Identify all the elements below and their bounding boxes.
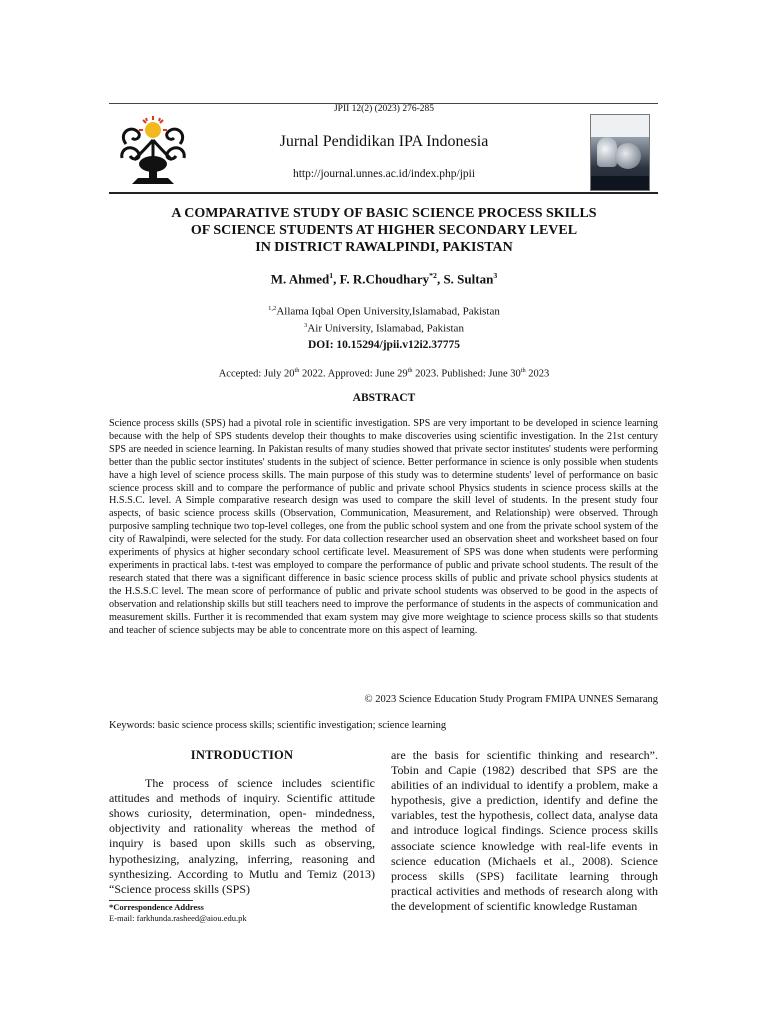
date-suffix: th xyxy=(294,367,300,374)
abstract-heading: ABSTRACT xyxy=(352,392,416,404)
author-list xyxy=(0,271,768,287)
affiliation-mark: 3 xyxy=(304,321,308,329)
affiliations xyxy=(0,302,768,335)
author-name: M. Ahmed xyxy=(270,271,330,287)
header-bottom-rule xyxy=(109,192,658,194)
date-suffix: th xyxy=(520,367,526,374)
journal-cover-icon xyxy=(590,114,650,191)
affiliation-line xyxy=(0,319,768,336)
published-year: 2023 xyxy=(525,368,550,380)
author-name: F. R.Choudhary xyxy=(339,271,430,287)
approved-date: 2022. Approved: June 29 xyxy=(299,368,408,380)
journal-title: Jurnal Pendidikan IPA Indonesia xyxy=(279,133,489,150)
doi[interactable]: DOI: 10.15294/jpii.v12i2.37775 xyxy=(307,339,461,351)
journal-url[interactable]: http://journal.unnes.ac.id/index.php/jpii xyxy=(292,168,476,180)
published-date: 2023. Published: June 30 xyxy=(412,368,521,380)
correspondence-email[interactable]: E-mail: farkhunda.rasheed@aiou.edu.pk xyxy=(109,912,247,923)
issue-citation: JPII 12(2) (2023) 276-285 xyxy=(333,104,434,114)
article-title-line: OF SCIENCE STUDENTS AT HIGHER SECONDARY LEVEL xyxy=(190,223,578,238)
body-paragraph: The process of science includes scientific attitudes and methods of inquiry. Scientific attitude shows curiosity, determination, open- mindedness, objectivity and rationality whereas the method of inquiry is based upon skills such as observing, hypothesizing, analyzing, inferring, reasoning and synthesizing. According to Mutlu and Temiz (2013) “Science process skills (SPS) xyxy=(109,776,375,896)
affiliation-text: Air University, Islamabad, Pakistan xyxy=(307,322,464,335)
author-affiliation-mark: 1 xyxy=(329,271,334,280)
article-title-line: IN DISTRICT RAWALPINDI, PAKISTAN xyxy=(255,240,513,255)
date-suffix: th xyxy=(407,367,413,374)
accepted-date: Accepted: July 20 xyxy=(218,368,295,380)
affiliation-line xyxy=(0,302,768,319)
publication-dates xyxy=(0,367,768,380)
author-separator: , xyxy=(436,271,444,287)
keywords: Keywords: basic science process skills; scientific investigation; science learning xyxy=(109,720,447,731)
author-name: S. Sultan xyxy=(443,271,494,287)
correspondence-label: *Correspondence Address xyxy=(109,902,204,912)
body-paragraph: are the basis for scientific thinking and research”. Tobin and Capie (1982) described that SPS are the abilities of an individual to identify a problem, make a hypothesis, give a prediction, identify and define the variables, test the hypothesis, collect data, analyse data and introduce logical findings. Science process skills associate science knowledge with real-life events in science education (Michaels et al., 2008). Science process skills (SPS) facilitate learning through practical activities and methods of research along with the development of scientific knowledge Rustaman xyxy=(391,748,658,913)
author-affiliation-mark: 3 xyxy=(493,271,498,280)
affiliation-text: Allama Iqbal Open University,Islamabad, Pakistan xyxy=(276,305,500,318)
body-right-column xyxy=(391,748,658,914)
correspondence-footnote xyxy=(109,902,375,923)
section-heading-introduction: INTRODUCTION xyxy=(190,748,294,762)
article-title xyxy=(0,205,768,256)
body-left-column xyxy=(109,748,375,897)
copyright-notice: © 2023 Science Education Study Program FMIPA UNNES Semarang xyxy=(364,694,658,705)
footnote-rule xyxy=(109,900,193,901)
affiliation-mark: 1,2 xyxy=(268,305,277,312)
abstract-text: Science process skills (SPS) had a pivotal role in scientific investigation. SPS are very important to be developed in science learning because with the help of SPS students develop their thoughts to make discoveries using scientific investigation. In the 21st century SPS are needed in science learning. In Pakistan results of many studies showed that private sector institutes' students were performing better than the public sector institutes' students in the subject of science. Better performance in science is only possible when students have a high level of science process skills. The main purpose of this study was to determine students' level of performance on basic science process skill and to compare the performance of public and private school Physics students in science process skills at the H.S.S.C. level. A Simple comparative research design was used to compare the skill level of students. In the present study four aspects, of basic science process skills (Observation, Communication, Measurement, and Relationship) were observed. Through purposive sampling technique two top-level colleges, one from the public school system and one from the private school system of the city of Rawalpindi, were selected for the study. For data collection researcher used an observation sheet and worksheet based on four experiments of physics at higher secondary school certificate level. Measurement of SPS was done when students were performing experiments in practical labs. t-test was employed to compare the performance of public and private school students. The result of the research stated that there was a significant difference in basic science process skills of public and private school physics students at the H.S.S.C level. The mean score of performance of public and private school students was observed to be good in the aspects of observation and relationship skills but still teachers need to improve the performance of students in the aspects of communication and measurement skills. Further it is recommended that exam system may give more weightage to science process skills so that students and teacher of science subjects may be able to concentrate more on this aspect of learning. xyxy=(109,418,658,636)
author-separator: , xyxy=(333,271,340,287)
article-title-line: A COMPARATIVE STUDY OF BASIC SCIENCE PROCESS SKILLS xyxy=(171,206,597,221)
author-affiliation-mark: *2 xyxy=(429,271,437,280)
